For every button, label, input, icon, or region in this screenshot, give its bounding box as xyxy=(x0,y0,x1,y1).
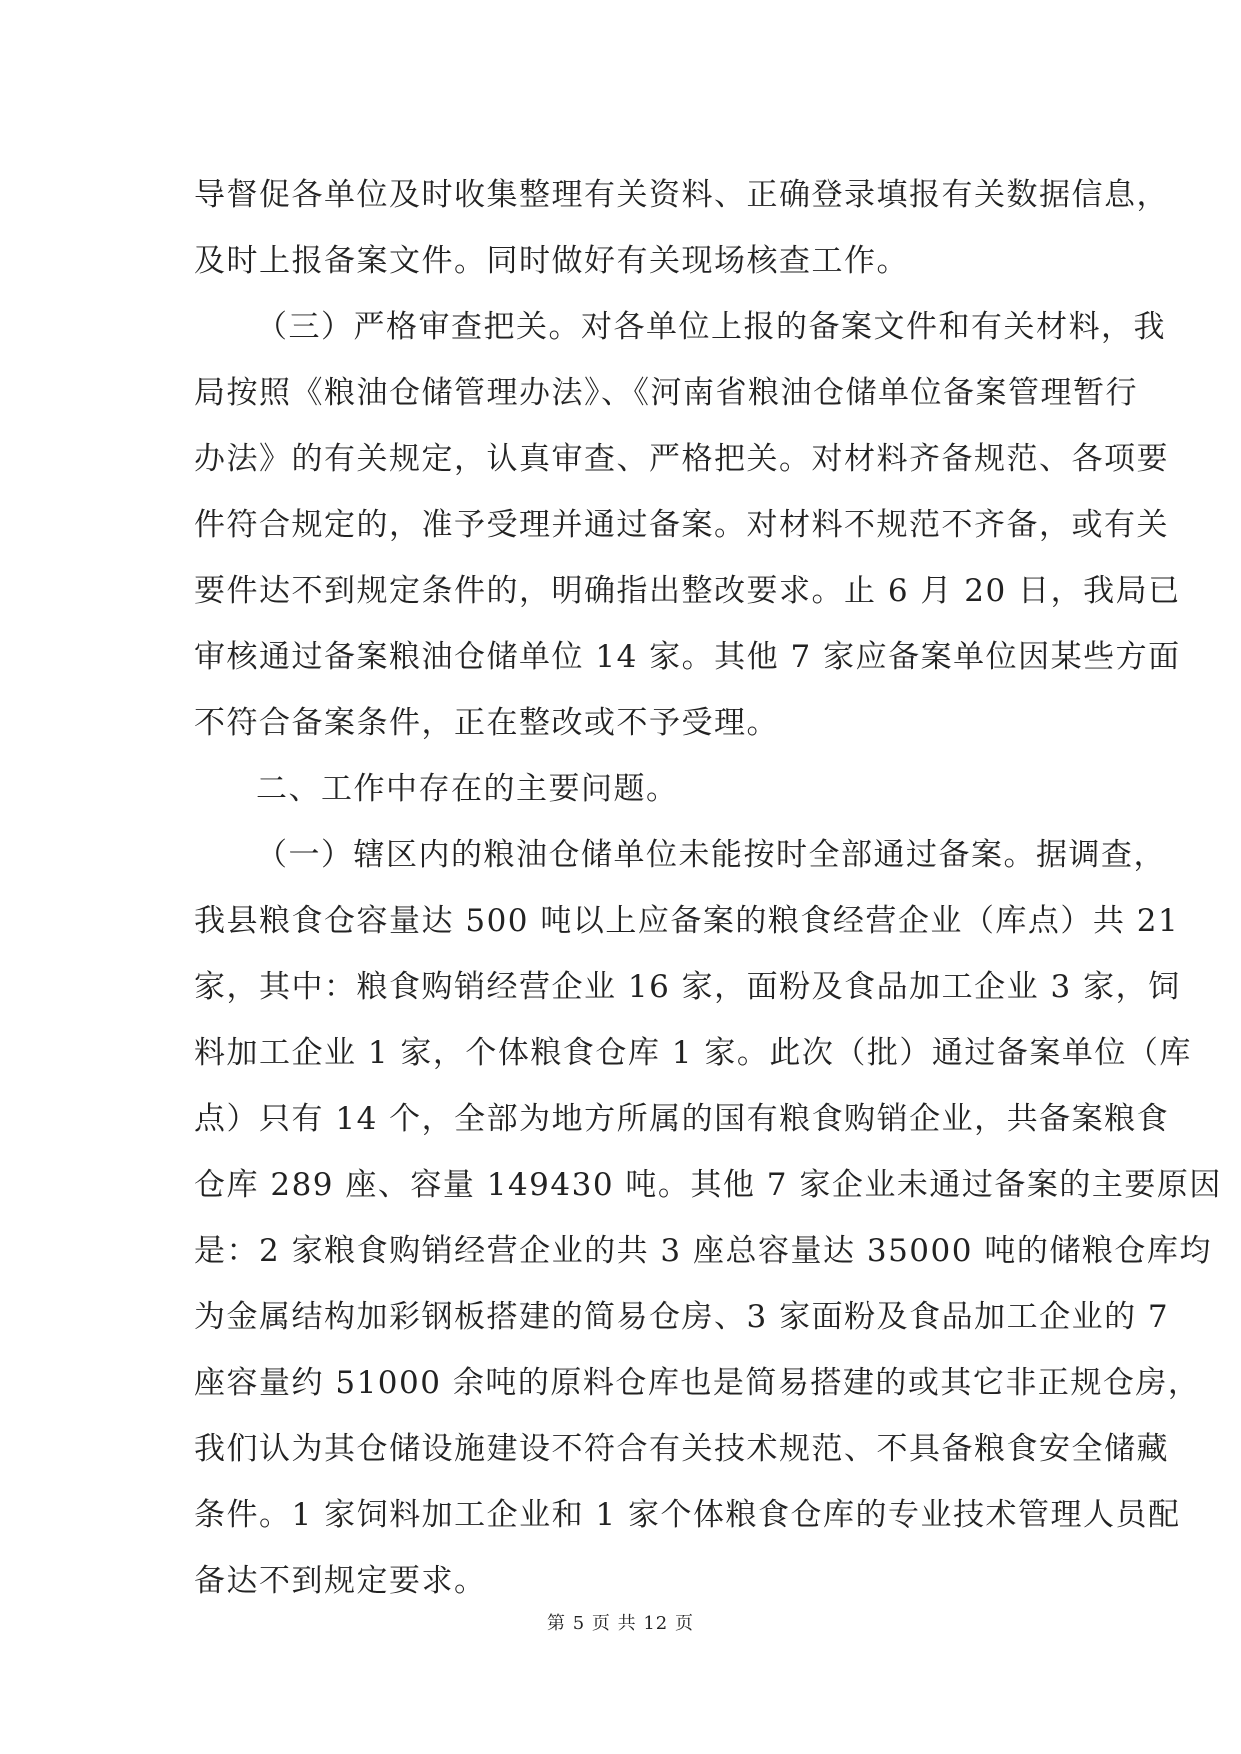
text-line: 我县粮食仓容量达 500 吨以上应备案的粮食经营企业（库点）共 21 xyxy=(194,903,1180,939)
text-line: 料加工企业 1 家，个体粮食仓库 1 家。此次（批）通过备案单位（库 xyxy=(194,1035,1192,1071)
text-line: 办法》的有关规定，认真审查、严格把关。对材料齐备规范、各项要 xyxy=(194,441,1169,477)
text-line: 仓库 289 座、容量 149430 吨。其他 7 家企业未通过备案的主要原因 xyxy=(194,1167,1222,1203)
text-line: 家，其中：粮食购销经营企业 16 家，面粉及食品加工企业 3 家，饲 xyxy=(194,969,1181,1005)
text-line: （三）严格审查把关。对各单位上报的备案文件和有关材料，我 xyxy=(256,309,1166,345)
text-line: 局按照《粮油仓储管理办法》、《河南省粮油仓储单位备案管理暂行 xyxy=(194,375,1138,411)
text-line: 导督促各单位及时收集整理有关资料、正确登录填报有关数据信息， xyxy=(194,177,1169,213)
section-heading: 二、工作中存在的主要问题。 xyxy=(256,771,679,807)
text-line: 备达不到规定要求。 xyxy=(194,1563,487,1599)
body-text xyxy=(194,162,1222,1614)
text-line: （一）辖区内的粮油仓储单位未能按时全部通过备案。据调查， xyxy=(256,837,1166,873)
text-line: 不符合备案条件，正在整改或不予受理。 xyxy=(194,705,779,741)
text-line: 要件达不到规定条件的，明确指出整改要求。止 6 月 20 日，我局已 xyxy=(194,573,1181,609)
page-number-footer: 第 5 页 共 12 页 xyxy=(547,1613,694,1634)
text-line: 条件。1 家饲料加工企业和 1 家个体粮食仓库的专业技术管理人员配 xyxy=(194,1497,1181,1533)
text-line: 审核通过备案粮油仓储单位 14 家。其他 7 家应备案单位因某些方面 xyxy=(194,639,1181,675)
text-line: 为金属结构加彩钢板搭建的简易仓房、3 家面粉及食品加工企业的 7 xyxy=(194,1299,1170,1335)
text-line: 我们认为其仓储设施建设不符合有关技术规范、不具备粮食安全储藏 xyxy=(194,1431,1169,1467)
text-line: 及时上报备案文件。同时做好有关现场核查工作。 xyxy=(194,243,909,279)
text-line: 是：2 家粮食购销经营企业的共 3 座总容量达 35000 吨的储粮仓库均 xyxy=(194,1233,1212,1269)
text-line: 座容量约 51000 余吨的原料仓库也是简易搭建的或其它非正规仓房， xyxy=(194,1365,1201,1401)
text-line: 点）只有 14 个，全部为地方所属的国有粮食购销企业，共备案粮食 xyxy=(194,1101,1170,1137)
text-line: 件符合规定的，准予受理并通过备案。对材料不规范不齐备，或有关 xyxy=(194,507,1169,543)
